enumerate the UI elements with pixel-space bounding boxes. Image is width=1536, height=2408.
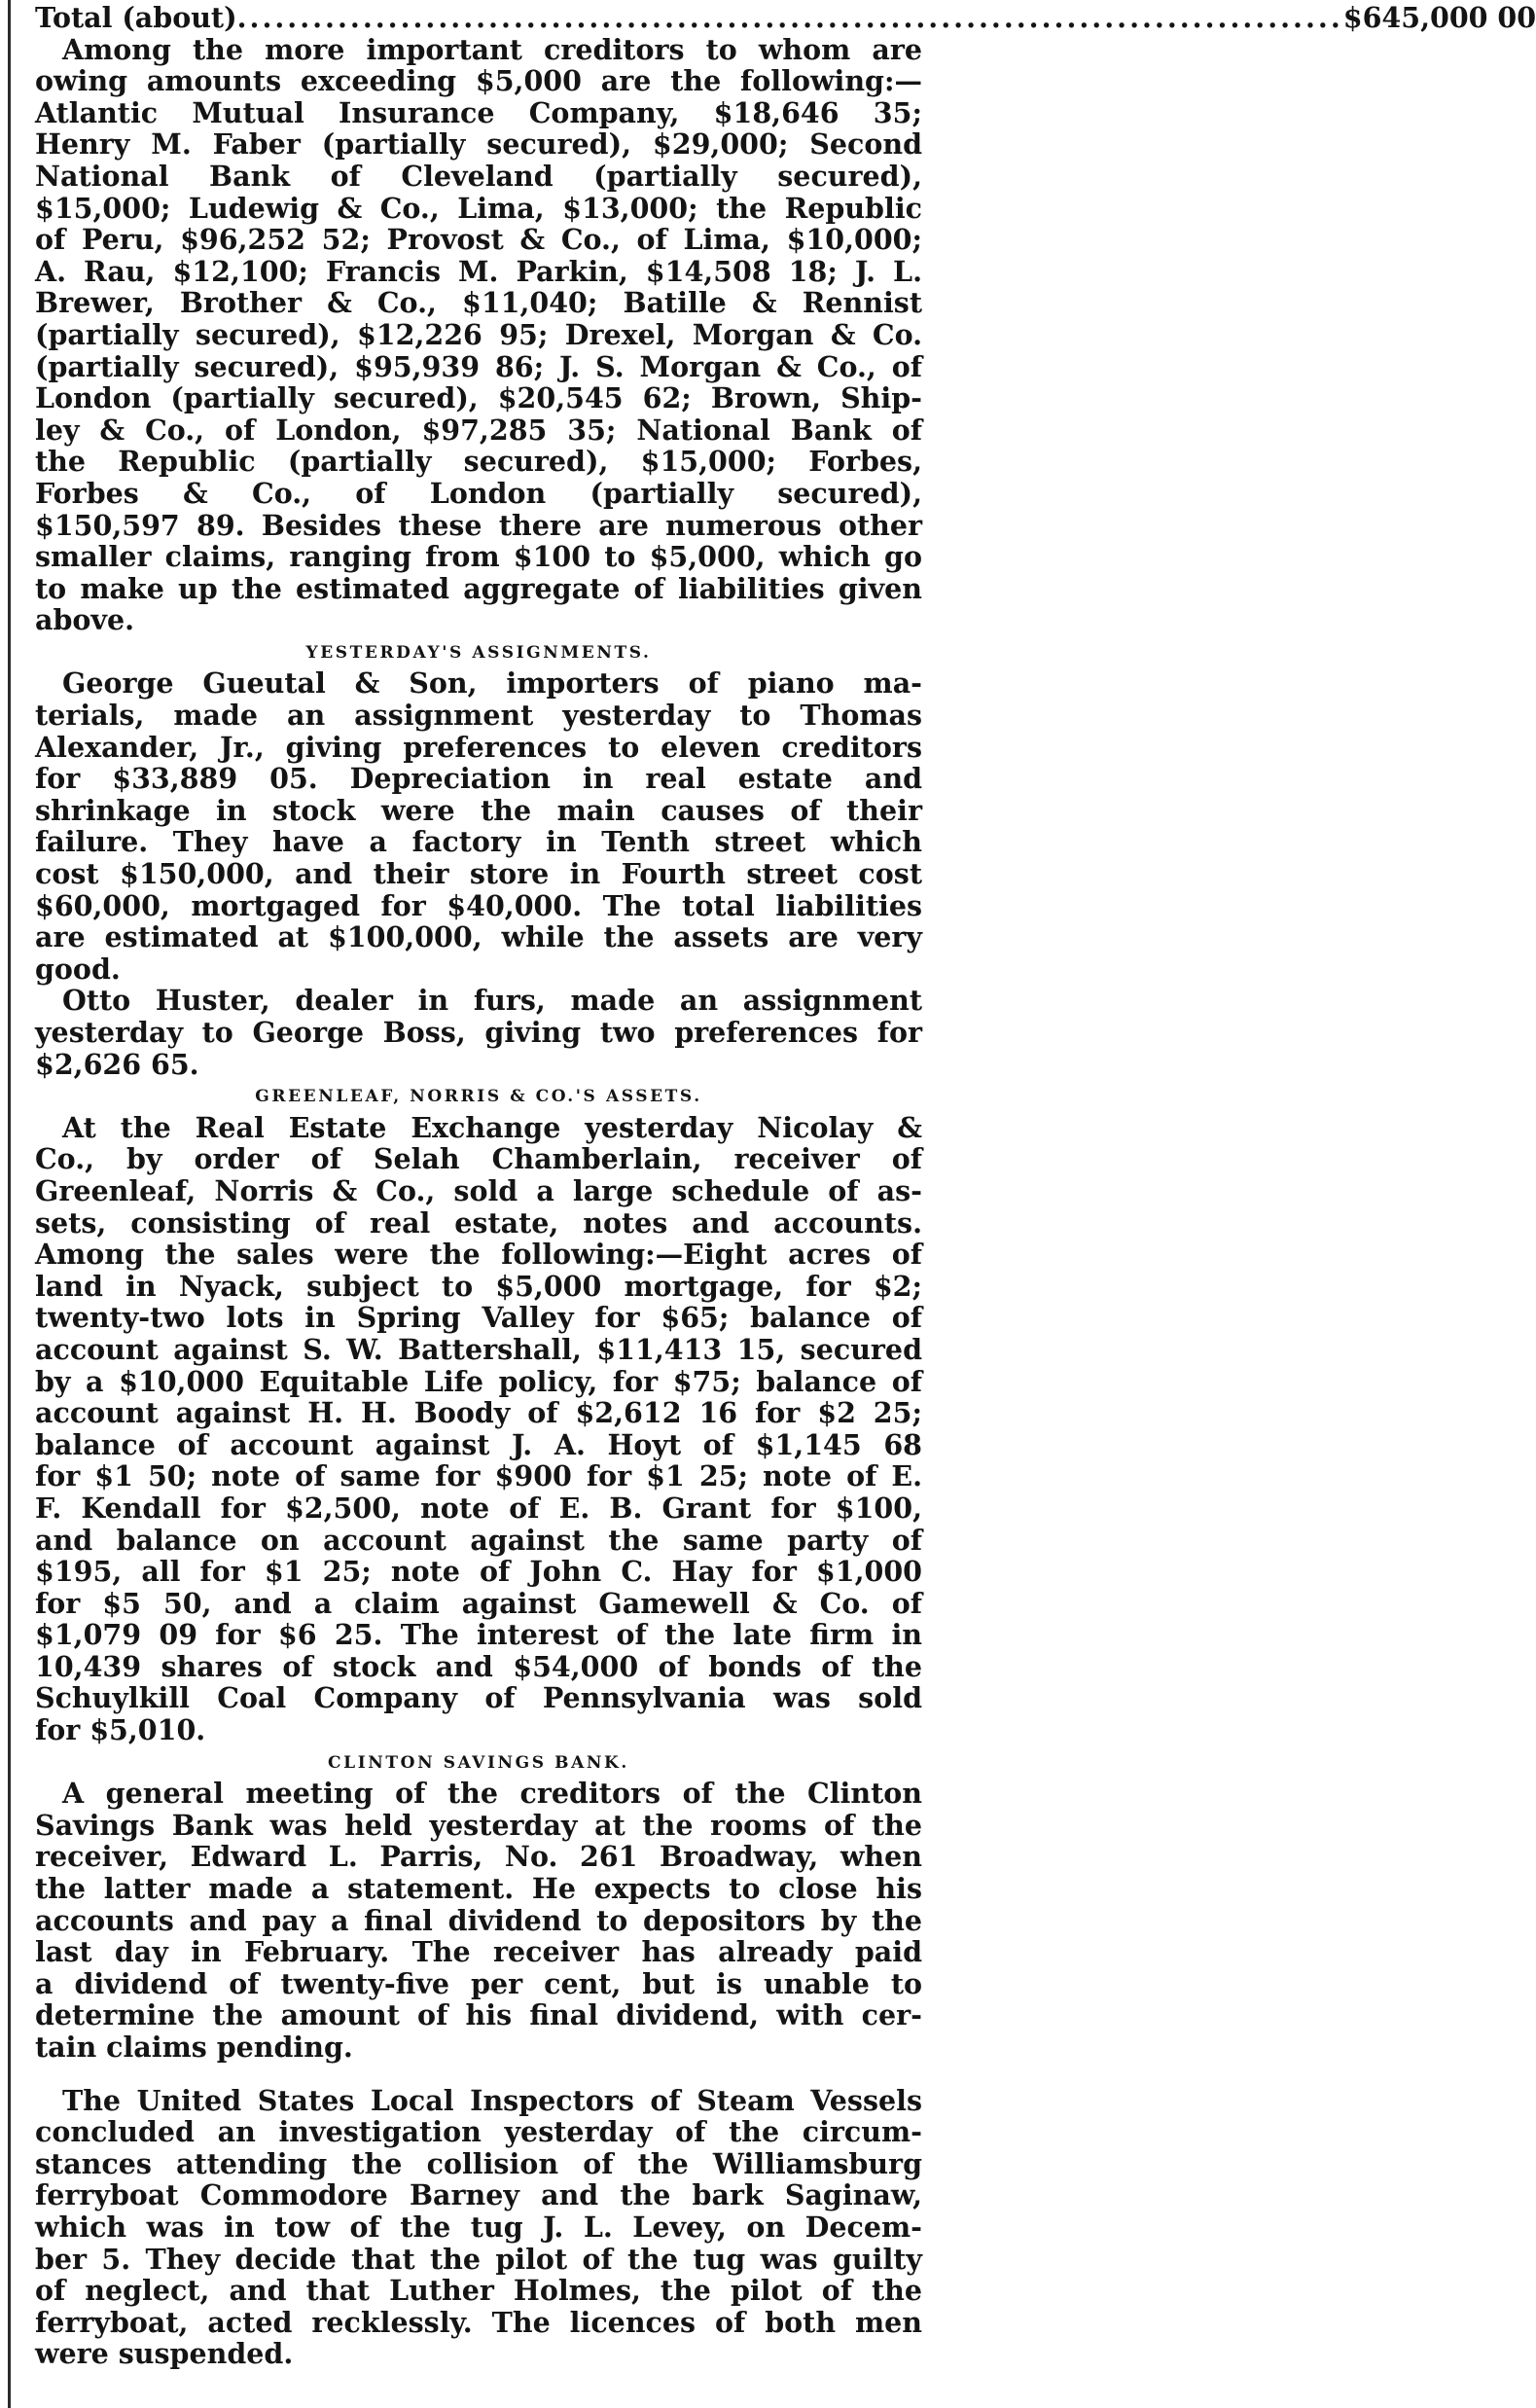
text-line: Alexander, Jr., giving preferences to eleven creditors [35,730,922,764]
text-line: National Bank of Cleveland (partially secured), [35,159,922,193]
text-line: (partially secured), $12,226 95; Drexel, Morgan & Co. [35,317,922,351]
text-line: determine the amount of his final dividend, with cer- [35,1998,922,2032]
text-line: of Peru, $96,252 52; Provost & Co., of Lima, $10,000; [35,223,922,257]
text-line: $1,079 09 for $6 25. The interest of the late firm in [35,1618,922,1652]
text-line: Savings Bank was held yesterday at the rooms of the [35,1808,922,1842]
news-column [35,1,1536,2371]
text-line: concluded an investigation yesterday of the circum- [35,2115,922,2149]
text-line: to make up the estimated aggregate of liabilities given [35,571,922,605]
text-line: $195, all for $1 25; note of John C. Hay for $1,000 [35,1555,922,1589]
text-line: account against S. W. Battershall, $11,413 15, secured [35,1332,922,1366]
text-line: Henry M. Faber (partially secured), $29,000; Second [35,127,922,162]
paragraph-gap [35,2064,922,2085]
text-line: land in Nyack, subject to $5,000 mortgage, for $2; [35,1269,922,1303]
text-line: (partially secured), $95,939 86; J. S. Morgan & Co., of [35,349,922,383]
total-label: Total (about) [35,1,237,34]
total-amount: $645,000 00 [1342,1,1536,34]
text-line: Co., by order of Selah Chamberlain, receiver of [35,1142,922,1176]
text-line: ferryboat, acted recklessly. The licences of both men [35,2305,922,2339]
text-line: smaller claims, ranging from $100 to $5,000, which go [35,540,922,574]
text-line: balance of account against J. A. Hoyt of $1,145 68 [35,1427,922,1461]
text-line: for $33,889 05. Depreciation in real estate and [35,762,922,796]
total-line [35,1,1536,34]
text-line: tain claims pending. [35,2031,353,2064]
text-line: Brewer, Brother & Co., $11,040; Batille & Rennist [35,286,922,320]
text-line: sets, consisting of real estate, notes and accounts. [35,1205,922,1240]
text-line: last day in February. The receiver has already paid [35,1935,922,1969]
text-line: $2,626 65. [35,1047,199,1081]
text-line: failure. They have a factory in Tenth street which [35,825,922,859]
clinton-paragraph [35,1778,922,2063]
text-line: Among the more important creditors to whom are [62,32,922,66]
text-line: are estimated at $100,000, while the assets are very [35,920,922,954]
text-line: ley & Co., of London, $97,285 35; National Bank of [35,413,922,447]
text-line: $15,000; Ludewig & Co., Lima, $13,000; the Republic [35,191,922,225]
text-line: The United States Local Inspectors of Steam Vessels [62,2083,922,2117]
text-line: Greenleaf, Norris & Co., sold a large schedule of as- [35,1173,922,1207]
huster-paragraph [35,985,922,1080]
column-rule [8,0,11,2408]
text-line: of neglect, and that Luther Holmes, the pilot of the [35,2274,922,2308]
text-line: ferryboat Commodore Barney and the bark Saginaw, [35,2178,922,2212]
text-line: and balance on account against the same party of [35,1523,922,1557]
section-heading: YESTERDAY'S ASSIGNMENTS. [305,642,652,663]
text-line: Atlantic Mutual Insurance Company, $18,646 35; [35,95,922,129]
text-line: yesterday to George Boss, giving two preferences for [35,1016,922,1049]
text-line: $60,000, mortgaged for $40,000. The total liabilities [35,888,922,922]
text-line: Forbes & Co., of London (partially secured), [35,476,922,510]
creditors-paragraph [35,34,922,636]
text-line: A general meeting of the creditors of the Clinton [62,1777,922,1811]
text-line: Otto Huster, dealer in furs, made an assignment [62,984,922,1018]
text-line: above. [35,603,135,637]
text-line: accounts and pay a final dividend to depositors by the [35,1903,922,1937]
text-line: 10,439 shares of stock and $54,000 of bonds of the [35,1649,922,1683]
text-line: a dividend of twenty-five per cent, but is unable to [35,1966,922,2000]
text-line: for $1 50; note of same for $900 for $1 25; note of E. [35,1459,922,1493]
text-line: account against H. H. Boody of $2,612 16 for $2 25; [35,1396,922,1430]
text-line: terials, made an assignment yesterday to Thomas [35,699,922,733]
text-line: Schuylkill Coal Company of Pennsylvania was sold [35,1681,922,1715]
text-line: for $5 50, and a claim against Gamewell & Co. of [35,1586,922,1620]
text-line: good. [35,952,121,986]
text-line: owing amounts exceeding $5,000 are the following:— [35,64,922,98]
text-line: the Republic (partially secured), $15,000; Forbes, [35,445,922,479]
greenleaf-paragraph [35,1112,922,1746]
text-line: $150,597 89. Besides these there are numerous other [35,508,922,542]
text-line: by a $10,000 Equitable Life policy, for $75; balance of [35,1364,922,1398]
text-line: stances attending the collision of the Williamsburg [35,2146,922,2180]
text-line: F. Kendall for $2,500, note of E. B. Grant for $100, [35,1491,922,1525]
text-line: twenty-two lots in Spring Valley for $65; balance of [35,1301,922,1335]
section-heading: GREENLEAF, NORRIS & CO.'S ASSETS. [255,1087,702,1107]
text-line: A. Rau, $12,100; Francis M. Parkin, $14,508 18; J. L. [35,254,922,288]
text-line: for $5,010. [35,1713,206,1747]
text-line: shrinkage in stock were the main causes of their [35,793,922,827]
text-line: cost $150,000, and their store in Fourth street cost [35,857,922,891]
text-line: the latter made a statement. He expects to close his [35,1872,922,1906]
inspectors-paragraph [35,2085,922,2370]
text-line: were suspended. [35,2337,294,2371]
text-line: At the Real Estate Exchange yesterday Nicolay & [62,1110,922,1144]
total-leader-dots: ........................................................................................ [236,1,1343,34]
text-line: Among the sales were the following:—Eight acres of [35,1238,922,1272]
text-line: London (partially secured), $20,545 62; Brown, Ship- [35,381,922,415]
gueutal-paragraph [35,667,922,985]
text-line: George Gueutal & Son, importers of piano ma- [62,666,922,701]
text-line: ber 5. They decide that the pilot of the tug was guilty [35,2242,922,2276]
text-line: which was in tow of the tug J. L. Levey, on Decem- [35,2210,922,2244]
text-line: receiver, Edward L. Parris, No. 261 Broadway, when [35,1840,922,1874]
section-heading: CLINTON SAVINGS BANK. [328,1752,629,1773]
